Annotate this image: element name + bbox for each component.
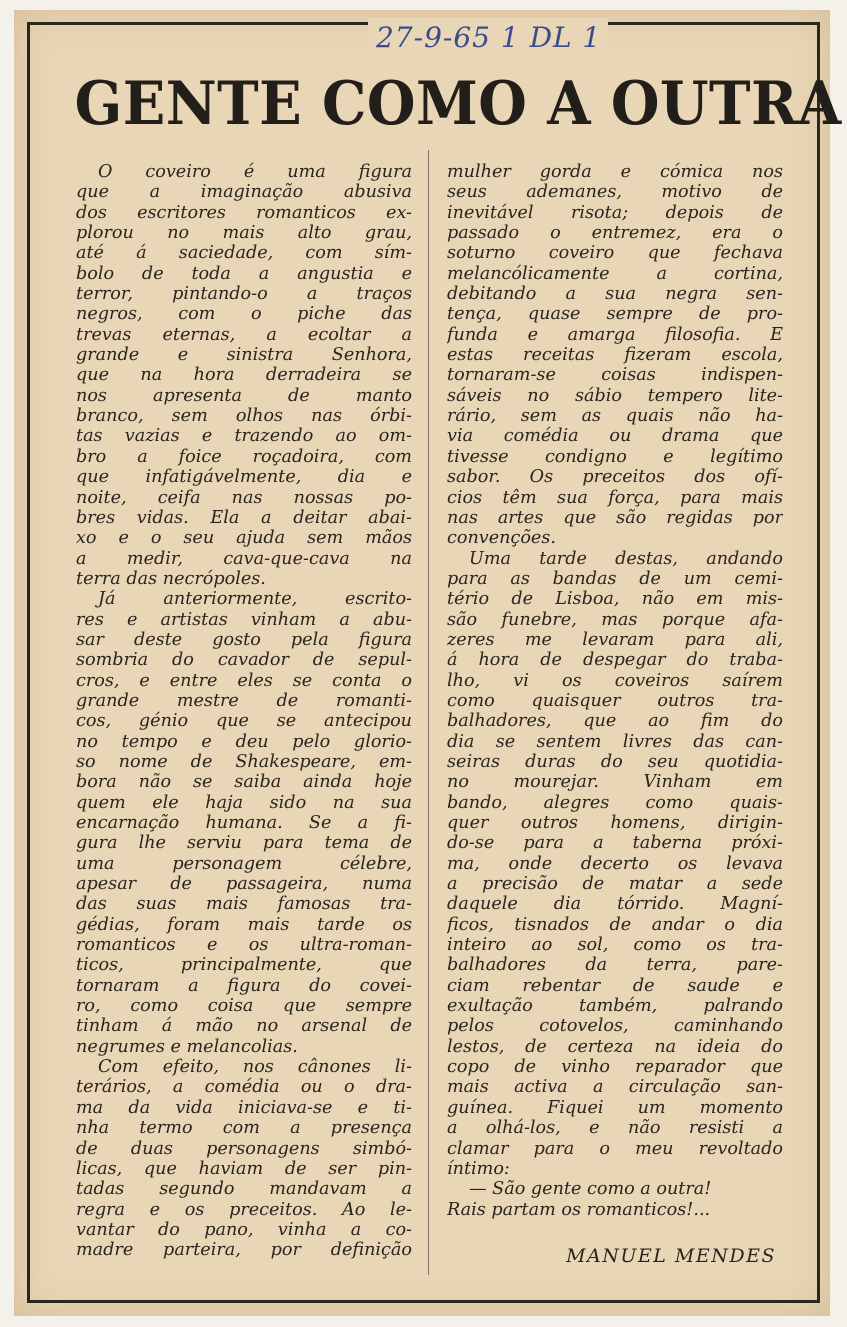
article-text-line: como quaisquer outros tra-	[447, 690, 783, 711]
article-text-line: balhadores da terra, pare-	[447, 955, 783, 976]
article-text-line: ma, onde decerto os levava	[447, 853, 783, 874]
article-text-line: Uma tarde destas, andando	[469, 548, 783, 569]
article-text-line: inteiro ao sol, como os tra-	[447, 935, 783, 956]
article-text-line: bro a foice roçadoira, com	[76, 446, 412, 467]
article-text-line: estas receitas fizeram escola,	[447, 345, 783, 366]
article-text-line: terários, a comédia ou o dra-	[76, 1077, 412, 1098]
article-text-line: pelos cotovelos, caminhando	[447, 1016, 783, 1037]
article-text-line: debitando a sua negra sen-	[447, 284, 783, 305]
article-text-line: tinham á mão no arsenal de	[76, 1016, 412, 1037]
article-text-line: lho, vi os coveiros saírem	[447, 670, 783, 691]
article-text-line: tadas segundo mandavam a	[76, 1179, 412, 1200]
article-text-line: Com efeito, nos cânones li-	[98, 1057, 412, 1078]
article-text-line: a medir, cava-que-cava na	[76, 548, 412, 569]
article-text-line: daquele dia tórrido. Magní-	[447, 894, 783, 915]
article-text-line: bora não se saiba ainda hoje	[76, 772, 412, 793]
article-text-line: plorou no mais alto grau,	[76, 223, 412, 244]
article-text-line: melancólicamente a cortina,	[447, 263, 783, 284]
article-text-line: ma da vida iniciava-se e ti-	[76, 1097, 412, 1118]
article-text-line: soturno coveiro que fechava	[447, 243, 783, 264]
article-text-line: quer outros homens, dirigin-	[447, 813, 783, 833]
article-text-line: tornaram-se coisas indispen-	[447, 365, 783, 386]
article-text-line: que na hora derradeira se	[76, 365, 412, 386]
article-text-line: copo de vinho reparador que	[447, 1057, 783, 1078]
article-text-line: ro, como coisa que sempre	[76, 996, 412, 1017]
article-text-line: vantar do pano, vinha a co-	[76, 1219, 412, 1240]
article-text-line: sar deste gosto pela figura	[76, 629, 412, 650]
article-text-line: gura lhe serviu para tema de	[76, 833, 412, 854]
article-text-line: xo e o seu ajuda sem mãos	[76, 528, 412, 549]
article-text-line: gédias, foram mais tarde os	[76, 914, 412, 935]
article-text-line: guínea. Fiquei um momento	[447, 1097, 783, 1118]
article-text-line: — São gente como a outra!	[469, 1179, 712, 1200]
article-text-line: negros, com o piche das	[76, 304, 412, 325]
article-text-line: grande mestre de romanti-	[76, 690, 412, 711]
article-text-line: que a imaginação abusiva	[76, 182, 412, 203]
article-text-line: mulher gorda e cómica nos	[447, 162, 783, 182]
article-text-line: O coveiro é uma figura	[98, 162, 412, 182]
article-text-line: tas vazias e trazendo ao om-	[76, 426, 412, 447]
article-text-line: a olhá-los, e não resisti a	[447, 1118, 783, 1139]
article-text-line: ticos, principalmente, que	[76, 955, 412, 976]
article-text-line: bolo de toda a angustia e	[76, 263, 412, 284]
article-text-line: a precisão de matar a sede	[447, 874, 783, 895]
article-text-line: íntimo:	[447, 1158, 510, 1179]
article-text-line: rário, sem as quais não ha-	[447, 406, 783, 427]
article-text-line: nha termo com a presença	[76, 1118, 412, 1139]
article-text-line: dia se sentem livres das can-	[447, 731, 783, 752]
article-text-line: cros, e entre eles se conta o	[76, 670, 412, 691]
article-text-line: via comédia ou drama que	[447, 426, 783, 447]
article-text-line: ficos, tisnados de andar o dia	[447, 914, 783, 935]
article-text-line: branco, sem olhos nas órbi-	[76, 406, 412, 427]
article-text-line: lestos, de certeza na ideia do	[447, 1036, 783, 1057]
article-text-line: no mourejar. Vinham em	[447, 772, 783, 793]
article-text-line: inevitável risota; depois de	[447, 202, 783, 223]
article-text-line: negrumes e melancolias.	[76, 1036, 298, 1057]
article-text-line: noite, ceifa nas nossas po-	[76, 487, 412, 508]
article-text-line: á hora de despegar do traba-	[447, 650, 783, 671]
article-text-line: so nome de Shakespeare, em-	[76, 751, 412, 772]
article-text-line: uma personagem célebre,	[76, 853, 412, 874]
article-text-line: até á saciedade, com sím-	[76, 243, 412, 264]
article-column-right	[447, 162, 783, 1220]
author-signature: MANUEL MENDES	[566, 1245, 776, 1267]
handwritten-date-note: 27-9-65 1 DL 1	[368, 18, 608, 66]
article-text-line: terra das necrópoles.	[76, 568, 266, 589]
article-text-line: res e artistas vinham a abu-	[76, 609, 412, 630]
article-text-line: no tempo e deu pelo glorio-	[76, 731, 412, 752]
article-text-line: quem ele haja sido na sua	[76, 792, 412, 813]
article-text-line: exultação também, palrando	[447, 996, 783, 1017]
article-text-line: trevas eternas, a ecoltar a	[76, 324, 412, 345]
article-text-line: tivesse condigno e legítimo	[447, 446, 783, 467]
article-headline: GENTE COMO A OUTRA	[74, 69, 842, 139]
article-text-line: tério de Lisboa, não em mis-	[447, 589, 783, 610]
article-text-line: clamar para o meu revoltado	[447, 1138, 783, 1159]
article-column-left	[76, 162, 412, 1261]
article-text-line: ciam rebentar de saude e	[447, 975, 783, 996]
article-text-line: romanticos e os ultra-roman-	[76, 935, 412, 956]
article-text-line: sabor. Os preceitos dos ofí-	[447, 467, 783, 488]
article-text-line: cios têm sua força, para mais	[447, 487, 783, 508]
article-text-line: tença, quase sempre de pro-	[447, 304, 783, 325]
article-text-line: apesar de passageira, numa	[76, 874, 412, 895]
article-text-line: zeres me levaram para ali,	[447, 629, 783, 650]
article-text-line: Já anteriormente, escrito-	[98, 589, 412, 610]
article-text-line: encarnação humana. Se a fi-	[76, 813, 412, 833]
article-text-line: sombria do cavador de sepul-	[76, 650, 412, 671]
column-divider	[428, 150, 429, 1275]
article-text-line: bres vidas. Ela a deitar abai-	[76, 507, 412, 528]
article-text-line: passado o entremez, era o	[447, 223, 783, 244]
article-text-line: convenções.	[447, 528, 556, 549]
article-text-line: grande e sinistra Senhora,	[76, 345, 412, 366]
article-text-line: bando, alegres como quais-	[447, 792, 783, 813]
article-text-line: terror, pintando-o a traços	[76, 284, 412, 305]
article-text-line: seiras duras do seu quotidia-	[447, 751, 783, 772]
article-text-line: nos apresenta de manto	[76, 385, 412, 406]
article-text-line: nas artes que são regidas por	[447, 507, 783, 528]
article-text-line: de duas personagens simbó-	[76, 1138, 412, 1159]
article-text-line: que infatigávelmente, dia e	[76, 467, 412, 488]
article-text-line: dos escritores romanticos ex-	[76, 202, 412, 223]
article-text-line: funda e amarga filosofia. E	[447, 324, 783, 345]
article-text-line: são funebre, mas porque afa-	[447, 609, 783, 630]
article-text-line: Rais partam os romanticos!...	[447, 1199, 711, 1220]
article-text-line: sáveis no sábio tempero lite-	[447, 385, 783, 406]
article-text-line: do-se para a taberna próxi-	[447, 833, 783, 854]
article-text-line: seus ademanes, motivo de	[447, 182, 783, 203]
article-text-line: licas, que haviam de ser pin-	[76, 1158, 412, 1179]
article-text-line: balhadores, que ao fim do	[447, 711, 783, 732]
article-text-line: mais activa a circulação san-	[447, 1077, 783, 1098]
article-text-line: para as bandas de um cemi-	[447, 568, 783, 589]
article-text-line: das suas mais famosas tra-	[76, 894, 412, 915]
article-text-line: tornaram a figura do covei-	[76, 975, 412, 996]
article-text-line: regra e os preceitos. Ao le-	[76, 1199, 412, 1220]
article-text-line: cos, génio que se antecipou	[76, 711, 412, 732]
article-text-line: madre parteira, por definição	[76, 1240, 412, 1261]
